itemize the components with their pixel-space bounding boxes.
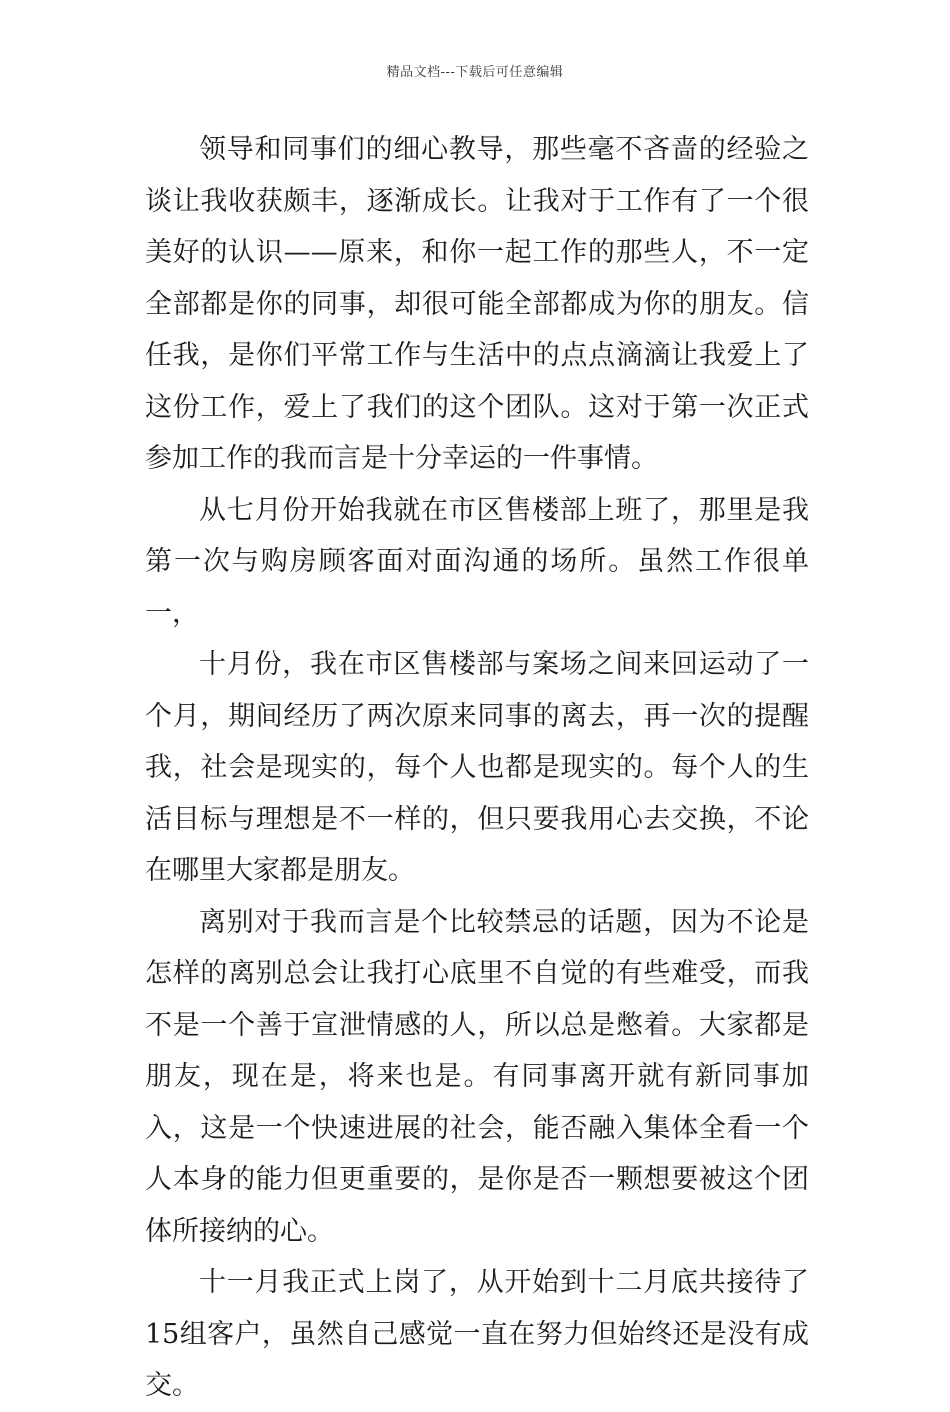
- paragraph-5: 十一月我正式上岗了，从开始到十二月底共接待了15组客户，虽然自己感觉一直在努力但始终还是没有成交。: [145, 1267, 809, 1401]
- paragraph-2: 从七月份开始我就在市区售楼部上班了，那里是我第一次与购房顾客面对面沟通的场所。虽然工作很单一，: [145, 494, 809, 629]
- paragraph-1: 领导和同事们的细心教导，那些毫不吝啬的经验之谈让我收获颇丰，逐渐成长。让我对于工作有了一个很美好的认识——原来，和你一起工作的那些人，不一定全部都是你的同事，却很可能全部都成为你的朋友。信任我，是你们平常工作与生活中的点点滴滴让我爱上了这份工作，爱上了我们的这个团队。这对于第一次正式参加工作的我而言是十分幸运的一件事情。: [145, 134, 809, 474]
- paragraph-4: 离别对于我而言是个比较禁忌的话题，因为不论是怎样的离别总会让我打心底里不自觉的有些难受，而我不是一个善于宣泄情感的人，所以总是憋着。大家都是朋友，现在是，将来也是。有同事离开就有新同事加入，这是一个快速进展的社会，能否融入集体全看一个人本身的能力但更重要的，是你是否一颗想要被这个团体所接纳的心。: [145, 906, 809, 1247]
- document-body: [145, 124, 809, 1412]
- paragraph-3: 十月份，我在市区售楼部与案场之间来回运动了一个月，期间经历了两次原来同事的离去，再一次的提醒我，社会是现实的，每个人也都是现实的。每个人的生活目标与理想是不一样的，但只要我用心去交换，不论在哪里大家都是朋友。: [145, 649, 809, 886]
- page-header: 精品文档---下载后可任意编辑: [386, 65, 564, 80]
